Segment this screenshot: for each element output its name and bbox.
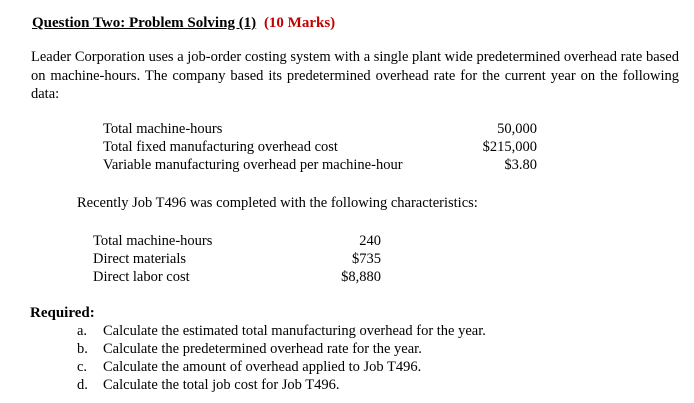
job-data-value: $735 [352,251,381,267]
required-item-text: Calculate the amount of overhead applied to Job T496. [103,359,422,375]
year-data-label: Variable manufacturing overhead per machine-hour [103,157,403,173]
required-item-marker: a. [77,323,88,339]
required-item [77,358,421,376]
required-item-text: Calculate the predetermined overhead rate for the year. [103,341,422,357]
question-marks: (10 Marks) [263,15,336,31]
required-item [77,322,486,340]
job-data-label: Direct labor cost [93,269,190,285]
required-title: Required: [30,305,95,321]
year-data-label: Total machine-hours [103,121,223,137]
intro-paragraph: Leader Corporation uses a job-order costing system with a single plant wide predetermined overhead rate based on machine-hours. The company based its predetermined overhead rate for the current year on the following data: [31,49,679,102]
required-item-marker: d. [77,377,88,393]
required-item [77,340,422,358]
job-intro: Recently Job T496 was completed with the following characteristics: [77,195,478,211]
year-data-label: Total fixed manufacturing overhead cost [103,139,338,155]
job-data-label: Direct materials [93,251,186,267]
question-title: Question Two: Problem Solving (1) [32,15,257,31]
job-data-label: Total machine-hours [93,233,213,249]
year-data-value: 50,000 [497,121,537,137]
year-data-value: $3.80 [504,157,537,173]
year-data-value: $215,000 [482,139,537,155]
required-item-marker: c. [77,359,88,375]
job-data-value: $8,880 [341,269,381,285]
required-item [77,376,340,394]
required-item-text: Calculate the estimated total manufacturing overhead for the year. [103,323,486,339]
required-item-marker: b. [77,341,88,357]
required-item-text: Calculate the total job cost for Job T496. [103,377,340,393]
question-heading [32,14,335,32]
job-data-value: 240 [359,233,381,249]
